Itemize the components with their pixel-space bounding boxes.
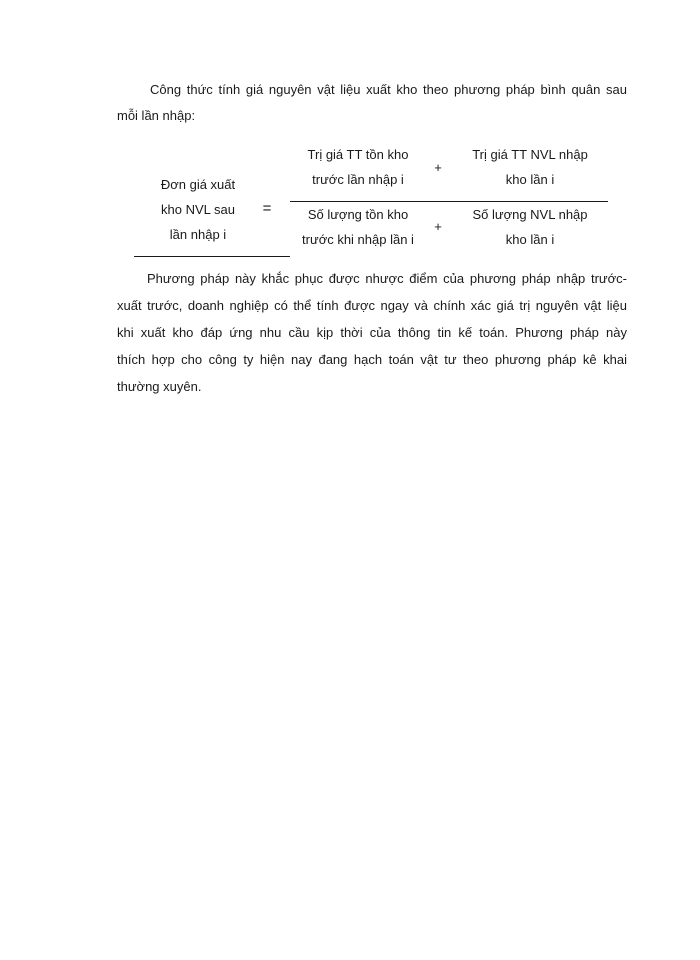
paragraph-line-4: thích hợp cho công ty hiện nay đang hạch toán vật tư theo phương pháp kê khai [117,352,627,367]
lhs-line-3: lần nhập i [169,227,227,242]
lhs-line-1: Đơn giá xuất [160,177,236,192]
denominator-term1-line-1: Số lượng tồn kho [307,207,409,222]
fraction-bar [290,201,608,202]
paragraph-line-1: Phương pháp này khắc phục được nhược điểm của phương pháp nhập trước- [147,271,627,286]
equals-sign: = [262,200,272,217]
intro-line-1: Công thức tính giá nguyên vật liệu xuất kho theo phương pháp bình quân sau [150,82,627,97]
lhs-line-2: kho NVL sau [161,202,235,217]
numerator-plus: + [434,160,442,175]
paragraph-line-5: thường xuyên. [117,379,202,394]
denominator-term1-line-2: trước khi nhập lần i [302,232,414,247]
paragraph-line-2: xuất trước, doanh nghiệp có thể tính được ngay và chính xác giá trị nguyên vật liệu [117,298,627,313]
numerator-term1-line-2: trước lần nhập i [312,172,404,187]
intro-line-2: mỗi lần nhập: [117,108,196,123]
numerator-term2-line-1: Trị giá TT NVL nhập [472,147,588,162]
lhs-underline [134,256,290,257]
denominator-plus: + [434,219,442,234]
denominator-term2-line-2: kho lần i [505,232,555,247]
numerator-term1-line-1: Trị giá TT tồn kho [307,147,409,162]
paragraph-line-3: khi xuất kho đáp ứng nhu cầu kịp thời của thông tin kế toán. Phương pháp này [117,325,627,340]
numerator-term2-line-2: kho lần i [505,172,555,187]
denominator-term2-line-1: Số lượng NVL nhập [472,207,588,222]
